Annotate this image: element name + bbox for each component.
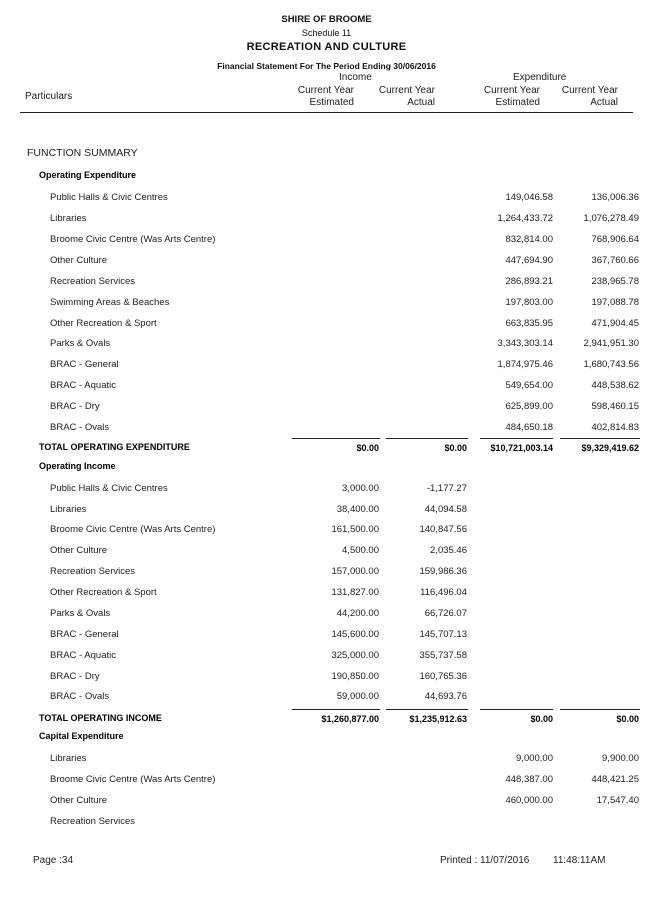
report-title: RECREATION AND CULTURE [246,41,407,53]
cell-inc-est: 161,500.00 [331,524,379,535]
cell-inc-act: 159,986.36 [419,566,467,577]
cell-exp-act: 1,680,743.56 [583,359,639,370]
col-income-actual-l2: Actual [407,97,435,108]
cell-exp-est: 447,694.90 [505,255,553,266]
row-label: Broome Civic Centre (Was Arts Centre) [50,524,216,535]
cell-inc-act: 66,726.07 [424,608,467,619]
cell-inc-act: 116,496.04 [420,587,467,598]
cell-exp-act: 136,006.36 [591,192,639,203]
row-label: BRAC - Ovals [50,691,110,702]
cell-exp-est: 832,814.00 [505,234,553,245]
total-rule [480,709,553,710]
row-label: Other Culture [50,255,108,266]
cell-inc-est: 4,500.00 [342,545,379,556]
printed-time: 11:48:11AM [553,855,606,866]
row-label: Broome Civic Centre (Was Arts Centre) [50,774,216,785]
row-label: BRAC - Aquatic [50,650,116,661]
cell-inc-est: 145,600.00 [331,629,379,640]
row-label: Parks & Ovals [50,608,111,619]
cell-exp-est: 1,264,433.72 [497,213,553,224]
total-rule [386,438,468,439]
total-label: TOTAL OPERATING EXPENDITURE [39,442,190,452]
function-summary-heading: FUNCTION SUMMARY [27,147,138,159]
cell-inc-act: 355,737.58 [419,650,467,661]
col-particulars: Particulars [25,91,73,102]
cell-exp-act: 1,076,278.49 [583,213,639,224]
cell-inc-est: 44,200.00 [336,608,379,619]
cell-inc-act: 145,707.13 [419,629,467,640]
section-heading: Operating Income [39,461,116,471]
row-label: Public Halls & Civic Centres [50,192,168,203]
total-rule [386,709,468,710]
cell-exp-est: 9,000.00 [516,753,553,764]
total-inc-act: $0.00 [444,443,467,453]
col-income-actual-l1: Current Year [378,85,435,96]
row-label: Libraries [50,213,87,224]
row-label: Other Recreation & Sport [50,318,157,329]
cell-exp-act: 768,906.64 [591,234,639,245]
report-subtitle: Financial Statement For The Period Ending 30/06/2016 [217,61,436,71]
cell-exp-est: 663,835.95 [505,318,553,329]
row-label: Libraries [50,753,87,764]
col-income-estimated-l2: Estimated [309,97,354,108]
col-income-estimated-l1: Current Year [297,85,354,96]
cell-inc-act: 44,693.76 [424,691,467,702]
total-rule [292,438,380,439]
row-label: Swimming Areas & Beaches [50,297,170,308]
row-label: BRAC - General [50,359,119,370]
cell-exp-est: 549,654.00 [505,380,553,391]
cell-inc-act: 44,094.58 [424,504,467,515]
cell-exp-est: 197,803.00 [505,297,553,308]
row-label: Broome Civic Centre (Was Arts Centre) [50,234,216,245]
total-label: TOTAL OPERATING INCOME [39,713,162,723]
cell-inc-act: 160,765.36 [419,671,467,682]
row-label: BRAC - Dry [50,671,100,682]
row-label: BRAC - Dry [50,401,100,412]
total-inc-est: $1,260,877.00 [321,714,379,724]
row-label: Public Halls & Civic Centres [50,483,168,494]
cell-inc-est: 190,850.00 [331,671,379,682]
row-label: Other Culture [50,795,108,806]
cell-inc-est: 59,000.00 [336,691,379,702]
total-inc-est: $0.00 [356,443,379,453]
cell-exp-est: 1,874,975.46 [497,359,553,370]
cell-inc-est: 325,000.00 [331,650,379,661]
row-label: Recreation Services [50,276,136,287]
col-expenditure-actual-l1: Current Year [561,85,618,96]
cell-exp-est: 149,046.58 [505,192,553,203]
header-rule [20,112,633,113]
total-rule [560,438,640,439]
cell-exp-act: 17,547.40 [596,795,639,806]
schedule-number: Schedule 11 [301,28,352,38]
col-group-expenditure: Expenditure [513,72,567,83]
cell-exp-est: 484,650.18 [505,422,553,433]
row-label: BRAC - Aquatic [50,380,116,391]
row-label: Other Culture [50,545,108,556]
row-label: BRAC - Ovals [50,422,110,433]
cell-exp-act: 367,760.66 [591,255,639,266]
section-heading: Operating Expenditure [39,170,137,180]
row-label: Other Recreation & Sport [50,587,157,598]
cell-exp-act: 197,088.78 [591,297,639,308]
cell-exp-est: 625,899.00 [505,401,553,412]
printed-date: Printed : 11/07/2016 [440,855,530,866]
cell-inc-est: 38,400.00 [336,504,379,515]
cell-inc-est: 3,000.00 [342,483,379,494]
row-label: Parks & Ovals [50,338,111,349]
total-rule [560,709,640,710]
cell-exp-est: 460,000.00 [505,795,553,806]
row-label: BRAC - General [50,629,119,640]
cell-exp-act: 448,538.62 [591,380,639,391]
cell-exp-act: 598,460.15 [591,401,639,412]
total-inc-act: $1,235,912.63 [409,714,467,724]
cell-exp-act: 2,941,951.30 [583,338,639,349]
col-expenditure-estimated-l1: Current Year [483,85,540,96]
col-expenditure-estimated-l2: Estimated [495,97,540,108]
total-exp-act: $9,329,419.62 [581,443,639,453]
org-name: SHIRE OF BROOME [281,14,372,25]
cell-inc-act: 140,847.56 [419,524,467,535]
total-exp-act: $0.00 [616,714,639,724]
cell-exp-act: 402,814.83 [591,422,639,433]
col-expenditure-actual-l2: Actual [590,97,618,108]
cell-exp-est: 286,893.21 [505,276,553,287]
total-rule [292,709,380,710]
cell-exp-est: 448,387.00 [505,774,553,785]
total-exp-est: $0.00 [530,714,553,724]
total-exp-est: $10,721,003.14 [490,443,553,453]
cell-exp-est: 3,343,303.14 [497,338,553,349]
cell-inc-est: 131,827.00 [331,587,379,598]
cell-exp-act: 238,965.78 [591,276,639,287]
total-rule [480,438,553,439]
section-heading: Capital Expenditure [39,731,124,741]
cell-exp-act: 9,900.00 [602,753,639,764]
cell-exp-act: 448,421.25 [591,774,639,785]
row-label: Recreation Services [50,566,136,577]
cell-inc-act: -1,177.27 [426,483,467,494]
row-label: Libraries [50,504,87,515]
col-group-income: Income [339,72,372,83]
cell-inc-act: 2,035.46 [430,545,467,556]
page-number: Page :34 [33,855,74,866]
cell-exp-act: 471,904.45 [591,318,639,329]
cell-inc-est: 157,000.00 [331,566,379,577]
row-label: Recreation Services [50,816,136,827]
